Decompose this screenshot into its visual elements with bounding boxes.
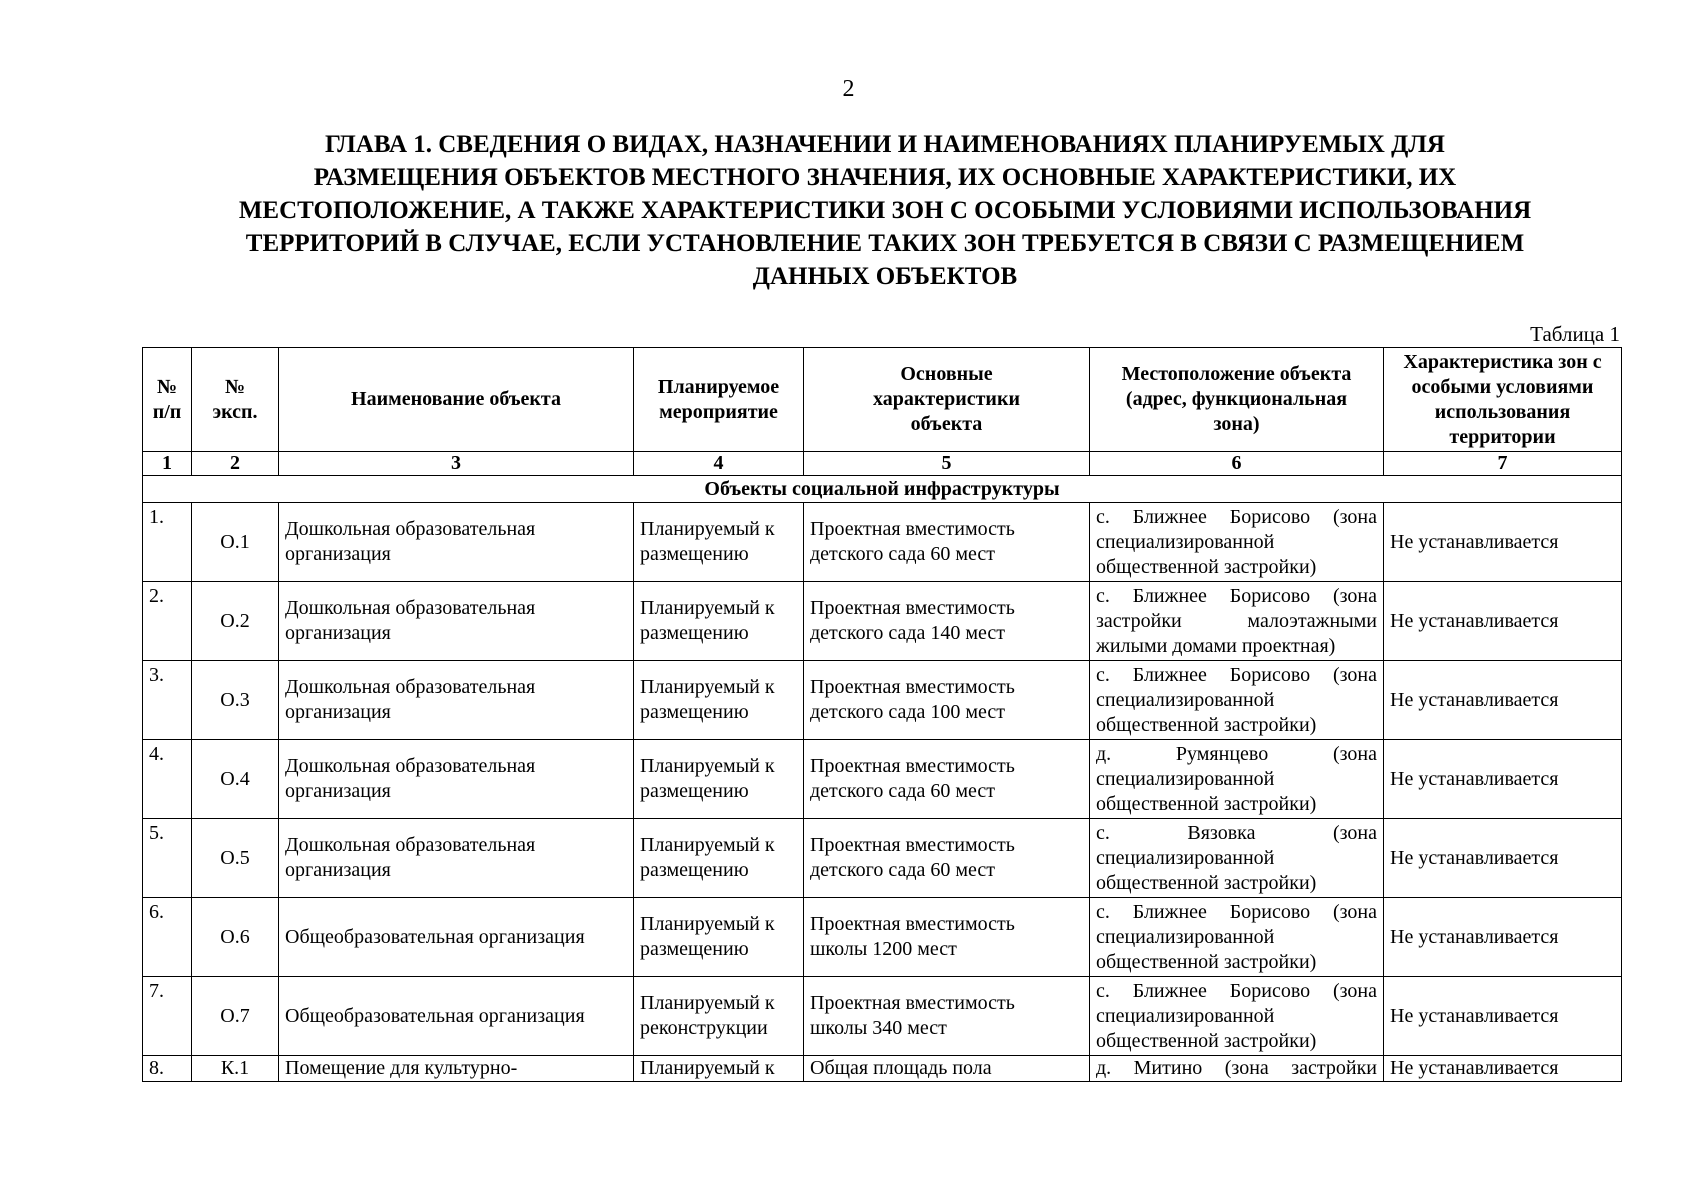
object-name: Дошкольная образовательная организация	[279, 503, 634, 582]
object-name: Дошкольная образовательная организация	[279, 582, 634, 661]
zone-characteristics: Не устанавливается	[1384, 898, 1622, 977]
object-location: д. Румянцево (зона специализированной общественной застройки)	[1090, 740, 1384, 819]
row-number: 1.	[143, 503, 192, 582]
exp-number: О.3	[192, 661, 279, 740]
table-row	[143, 819, 1622, 898]
heading-line: ДАННЫХ ОБЪЕКТОВ	[752, 263, 1018, 290]
object-characteristics: Проектная вместимость детского сада 60 мест	[804, 740, 1090, 819]
heading-line: РАЗМЕЩЕНИЯ ОБЪЕКТОВ МЕСТНОГО ЗНАЧЕНИЯ, ИХ ОСНОВНЫЕ ХАРАКТЕРИСТИКИ, ИХ	[313, 164, 1457, 191]
object-characteristics: Проектная вместимость детского сада 60 мест	[804, 819, 1090, 898]
heading-line: ГЛАВА 1. СВЕДЕНИЯ О ВИДАХ, НАЗНАЧЕНИИ И НАИМЕНОВАНИЯХ ПЛАНИРУЕМЫХ ДЛЯ	[325, 131, 1445, 158]
exp-number: О.4	[192, 740, 279, 819]
exp-number: О.5	[192, 819, 279, 898]
zone-characteristics: Не устанавливается	[1384, 582, 1622, 661]
header-col-1: № п/п	[143, 348, 192, 452]
planned-action: Планируемый к размещению	[634, 582, 804, 661]
object-name: Общеобразовательная организация	[279, 898, 634, 977]
object-characteristics: Проектная вместимость детского сада 100 мест	[804, 661, 1090, 740]
object-characteristics: Общая площадь пола	[804, 1056, 1090, 1082]
object-characteristics: Проектная вместимость школы 1200 мест	[804, 898, 1090, 977]
planned-action: Планируемый к размещению	[634, 819, 804, 898]
object-name: Дошкольная образовательная организация	[279, 819, 634, 898]
object-name: Дошкольная образовательная организация	[279, 661, 634, 740]
table-row	[143, 898, 1622, 977]
table-row	[143, 582, 1622, 661]
object-name: Дошкольная образовательная организация	[279, 740, 634, 819]
object-location: с. Вязовка (зона специализированной общественной застройки)	[1090, 819, 1384, 898]
column-number: 5	[804, 452, 1090, 476]
column-number: 6	[1090, 452, 1384, 476]
column-number: 7	[1384, 452, 1622, 476]
header-col-6: Местоположение объекта (адрес, функциональная зона)	[1090, 348, 1384, 452]
row-number: 7.	[143, 977, 192, 1056]
column-number-row	[143, 452, 1622, 476]
planned-action: Планируемый к	[634, 1056, 804, 1082]
table-row	[143, 740, 1622, 819]
header-col-5: Основные характеристики объекта	[804, 348, 1090, 452]
section-title: Объекты социальной инфраструктуры	[143, 476, 1622, 503]
object-name: Общеобразовательная организация	[279, 977, 634, 1056]
object-location: с. Ближнее Борисово (зона специализированной общественной застройки)	[1090, 977, 1384, 1056]
object-characteristics: Проектная вместимость детского сада 60 мест	[804, 503, 1090, 582]
table-row	[143, 503, 1622, 582]
row-number: 2.	[143, 582, 192, 661]
column-number: 2	[192, 452, 279, 476]
table-row	[143, 977, 1622, 1056]
row-number: 3.	[143, 661, 192, 740]
header-col-7: Характеристика зон с особыми условиями использования территории	[1384, 348, 1622, 452]
object-location: с. Ближнее Борисово (зона специализированной общественной застройки)	[1090, 661, 1384, 740]
zone-characteristics: Не устанавливается	[1384, 977, 1622, 1056]
zone-characteristics: Не устанавливается	[1384, 819, 1622, 898]
heading-line: ТЕРРИТОРИЙ В СЛУЧАЕ, ЕСЛИ УСТАНОВЛЕНИЕ ТАКИХ ЗОН ТРЕБУЕТСЯ В СВЯЗИ С РАЗМЕЩЕНИЕМ	[245, 230, 1525, 257]
exp-number: О.6	[192, 898, 279, 977]
exp-number: О.7	[192, 977, 279, 1056]
object-characteristics: Проектная вместимость детского сада 140 мест	[804, 582, 1090, 661]
chapter-heading	[140, 128, 1630, 293]
header-col-2: № эксп.	[192, 348, 279, 452]
object-characteristics: Проектная вместимость школы 340 мест	[804, 977, 1090, 1056]
planned-action: Планируемый к размещению	[634, 661, 804, 740]
header-col-3: Наименование объекта	[279, 348, 634, 452]
column-number: 4	[634, 452, 804, 476]
object-location: с. Ближнее Борисово (зона застройки малоэтажными жилыми домами проектная)	[1090, 582, 1384, 661]
zone-characteristics: Не устанавливается	[1384, 740, 1622, 819]
exp-number: О.2	[192, 582, 279, 661]
row-number: 6.	[143, 898, 192, 977]
planned-action: Планируемый к реконструкции	[634, 977, 804, 1056]
table-caption: Таблица 1	[1530, 322, 1620, 346]
exp-number: О.1	[192, 503, 279, 582]
row-number: 8.	[143, 1056, 192, 1082]
column-number: 3	[279, 452, 634, 476]
planned-action: Планируемый к размещению	[634, 740, 804, 819]
header-col-4: Планируемое мероприятие	[634, 348, 804, 452]
column-number: 1	[143, 452, 192, 476]
planned-action: Планируемый к размещению	[634, 898, 804, 977]
zone-characteristics: Не устанавливается	[1384, 661, 1622, 740]
table-row	[143, 1056, 1622, 1082]
page-number: 2	[842, 76, 855, 102]
exp-number: К.1	[192, 1056, 279, 1082]
zone-characteristics: Не устанавливается	[1384, 1056, 1622, 1082]
row-number: 4.	[143, 740, 192, 819]
object-location: с. Ближнее Борисово (зона специализированной общественной застройки)	[1090, 503, 1384, 582]
planned-action: Планируемый к размещению	[634, 503, 804, 582]
table-row	[143, 661, 1622, 740]
zone-characteristics: Не устанавливается	[1384, 503, 1622, 582]
row-number: 5.	[143, 819, 192, 898]
object-location: с. Ближнее Борисово (зона специализированной общественной застройки)	[1090, 898, 1384, 977]
heading-line: МЕСТОПОЛОЖЕНИЕ, А ТАКЖЕ ХАРАКТЕРИСТИКИ ЗОН С ОСОБЫМИ УСЛОВИЯМИ ИСПОЛЬЗОВАНИЯ	[238, 197, 1532, 224]
table-header-row	[143, 348, 1622, 452]
object-location: д. Митино (зона застройки	[1090, 1056, 1384, 1082]
object-name: Помещение для культурно-	[279, 1056, 634, 1082]
section-row	[143, 476, 1622, 503]
objects-table	[142, 347, 1622, 1082]
